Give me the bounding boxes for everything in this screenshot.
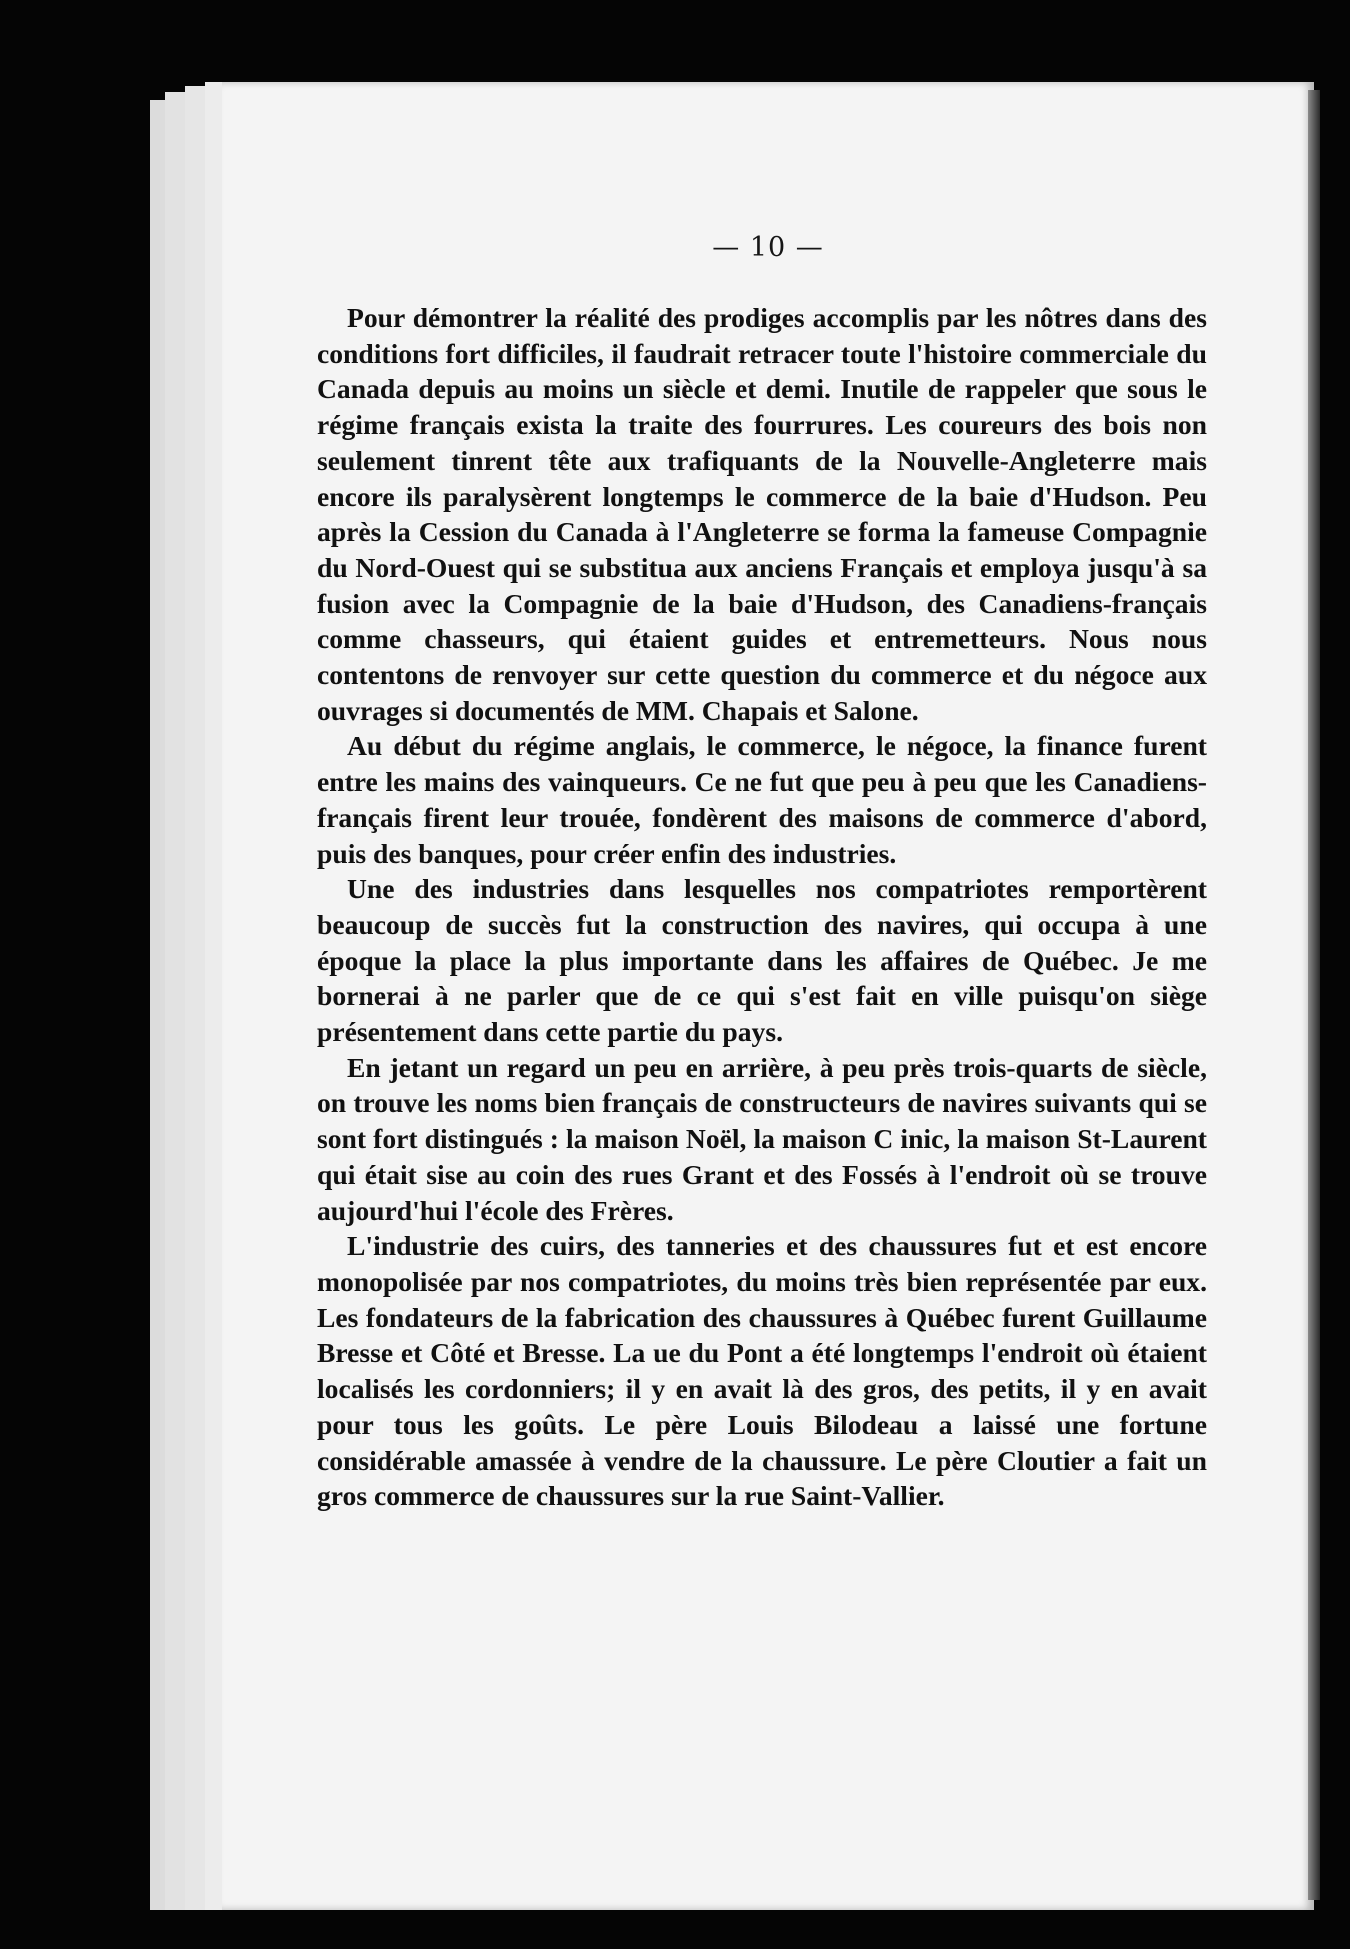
paragraph: Pour démontrer la réalité des prodiges accomplis par les nôtres dans des conditions fort difficiles, il faudrait retracer toute l'histoire commerciale du Canada depuis au moins un siècle et demi. Inutile de rappeler que sous le régime français exista la traite des fourrures. Les coureurs des bois non seulement tinrent tête aux trafiquants de la Nouvelle-Angleterre mais encore ils paralysèrent longtemps le commerce de la baie d'Hudson. Peu après la Cession du Canada à l'Angleterre se forma la fameuse Compagnie du Nord-Ouest qui se substitua aux anciens Français et employa jusqu'à sa fusion avec la Compagnie de la baie d'Hudson, des Canadiens-français comme chasseurs, qui étaient guides et entremetteurs. Nous nous contentons de renvoyer sur cette question du commerce et du négoce aux ouvrages si documentés de MM. Chapais et Salone. [317,302,1207,726]
body-text [317,300,1207,1514]
paragraph: Une des industries dans lesquelles nos compatriotes remportèrent beaucoup de succès fut la construction des navires, qui occupa à une époque la place la plus importante dans les affaires de Québec. Je me bornerai à ne parler que de ce qui s'est fait en ville puisqu'on siège présentement dans cette partie du pays. [317,873,1207,1048]
paragraph: L'industrie des cuirs, des tanneries et des chaussures fut et est encore monopolisée par nos compatriotes, du moins très bien représentée par eux. Les fondateurs de la fabrication des chaussures à Québec furent Guillaume Bresse et Côté et Bresse. La ue du Pont a été longtemps l'endroit où étaient localisés les cordonniers; il y en avait là des gros, des petits, il y en avait pour tous les goûts. Le père Louis Bilodeau a laissé une fortune considérable amassée à vendre de la chaussure. Le père Cloutier a fait un gros commerce de chaussures sur la rue Saint-Vallier. [317,1230,1207,1512]
paragraph: En jetant un regard un peu en arrière, à peu près trois-quarts de siècle, on trouve les noms bien français de constructeurs de navires suivants qui se sont fort distingués : la maison Noël, la maison C inic, la maison St-Laurent qui était sise au coin des rues Grant et des Fossés à l'endroit où se trouve aujourd'hui l'école des Frères. [317,1051,1207,1226]
page-number: — 10 — [712,232,824,263]
paragraph: Au début du régime anglais, le commerce, le négoce, la finance furent entre les mains des vainqueurs. Ce ne fut que peu à peu que les Canadiens-français firent leur trouée, fondèrent des maisons de commerce d'abord, puis des banques, pour créer enfin des industries. [317,730,1207,869]
book-page [222,82,1314,1910]
page-right-edge [1308,90,1320,1900]
